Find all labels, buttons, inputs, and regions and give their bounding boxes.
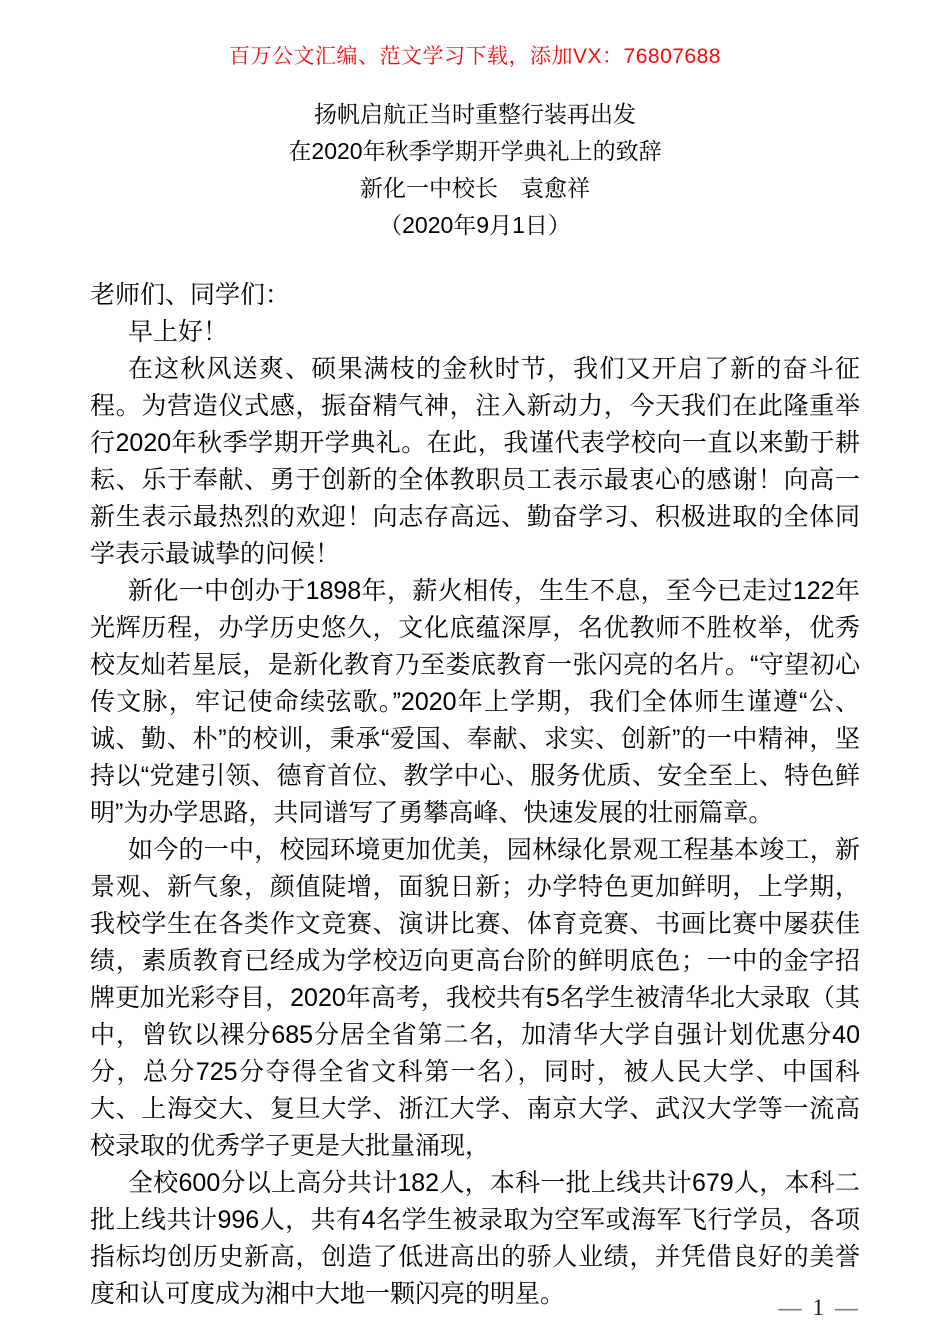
paragraph-achievements: 如今的一中，校园环境更加优美，园林绿化景观工程基本竣工，新景观、新气象，颜值陡增，面貌日新；办学特色更加鲜明，上学期，我校学生在各类作文竞赛、演讲比赛、体育竞赛、书画比赛中屡获佳绩，素质教育已经成为学校迈向更高台阶的鲜明底色；一中的金字招牌更加光彩夺目，2020年高考，我校共有5名学生被清华北大录取（其中，曾钦以裸分685分居全省第二名，加清华大学自强计划优惠分40分，总分725分夺得全省文科第一名），同时，被人民大学、中国科大、上海交大、复旦大学、浙江大学、南京大学、武汉大学等一流高校录取的优秀学子更是大批量涌现， [90,836,860,1160]
footer-dash-left: — [778,1295,802,1320]
document-subtitle: 在2020年秋季学期开学典礼上的致辞 [288,138,662,164]
paragraph-exam-results: 全校600分以上高分共计182人，本科一批上线共计679人，本科二批上线共计996人，共有4名学生被录取为空军或海军飞行学员，各项指标均创历史新高，创造了低进高出的骄人业绩，并凭借良好的美誉度和认可度成为湘中大地一颗闪亮的明星。 [90,1169,860,1308]
document-title: 扬帆启航正当时重整行装再出发 [314,101,636,127]
salutation: 老师们、同学们： [90,281,291,309]
date-line: （2020年9月1日） [379,212,571,238]
title-block [0,96,950,244]
footer-dash-right: — [835,1295,858,1320]
page-footer [779,1294,859,1322]
page-number: 1 [812,1295,824,1320]
paragraph-greeting: 早上好！ [128,318,229,346]
paragraph-school-history: 新化一中创办于1898年，薪火相传，生生不息，至今已走过122年光辉历程，办学历史悠久，文化底蕴深厚，名优教师不胜枚举，优秀校友灿若星辰，是新化教育乃至娄底教育一张闪亮的名片。“守望初心传文脉，牢记使命续弦歌。”2020年上学期，我们全体师生谨遵“公、诚、勤、朴”的校训，秉承“爱国、奉献、求实、创新”的一中精神，坚持以“党建引领、德育首位、教学中心、服务优质、安全至上、特色鲜明”为办学思路，共同谱写了勇攀高峰、快速发展的壮丽篇章。 [90,577,860,827]
document-body [90,277,860,1313]
watermark-text: 百万公文汇编、范文学习下载，添加VX：76807688 [229,45,721,68]
author-line: 新化一中校长 袁愈祥 [360,175,590,201]
paragraph-opening-ceremony: 在这秋风送爽、硕果满枝的金秋时节，我们又开启了新的奋斗征程。为营造仪式感，振奋精气神，注入新动力，今天我们在此隆重举行2020年秋季学期开学典礼。在此，我谨代表学校向一直以来勤于耕耘、乐于奉献、勇于创新的全体教职员工表示最衷心的感谢！向高一新生表示最热烈的欢迎！向志存高远、勤奋学习、积极进取的全体同学表示最诚挚的问候！ [90,355,860,568]
